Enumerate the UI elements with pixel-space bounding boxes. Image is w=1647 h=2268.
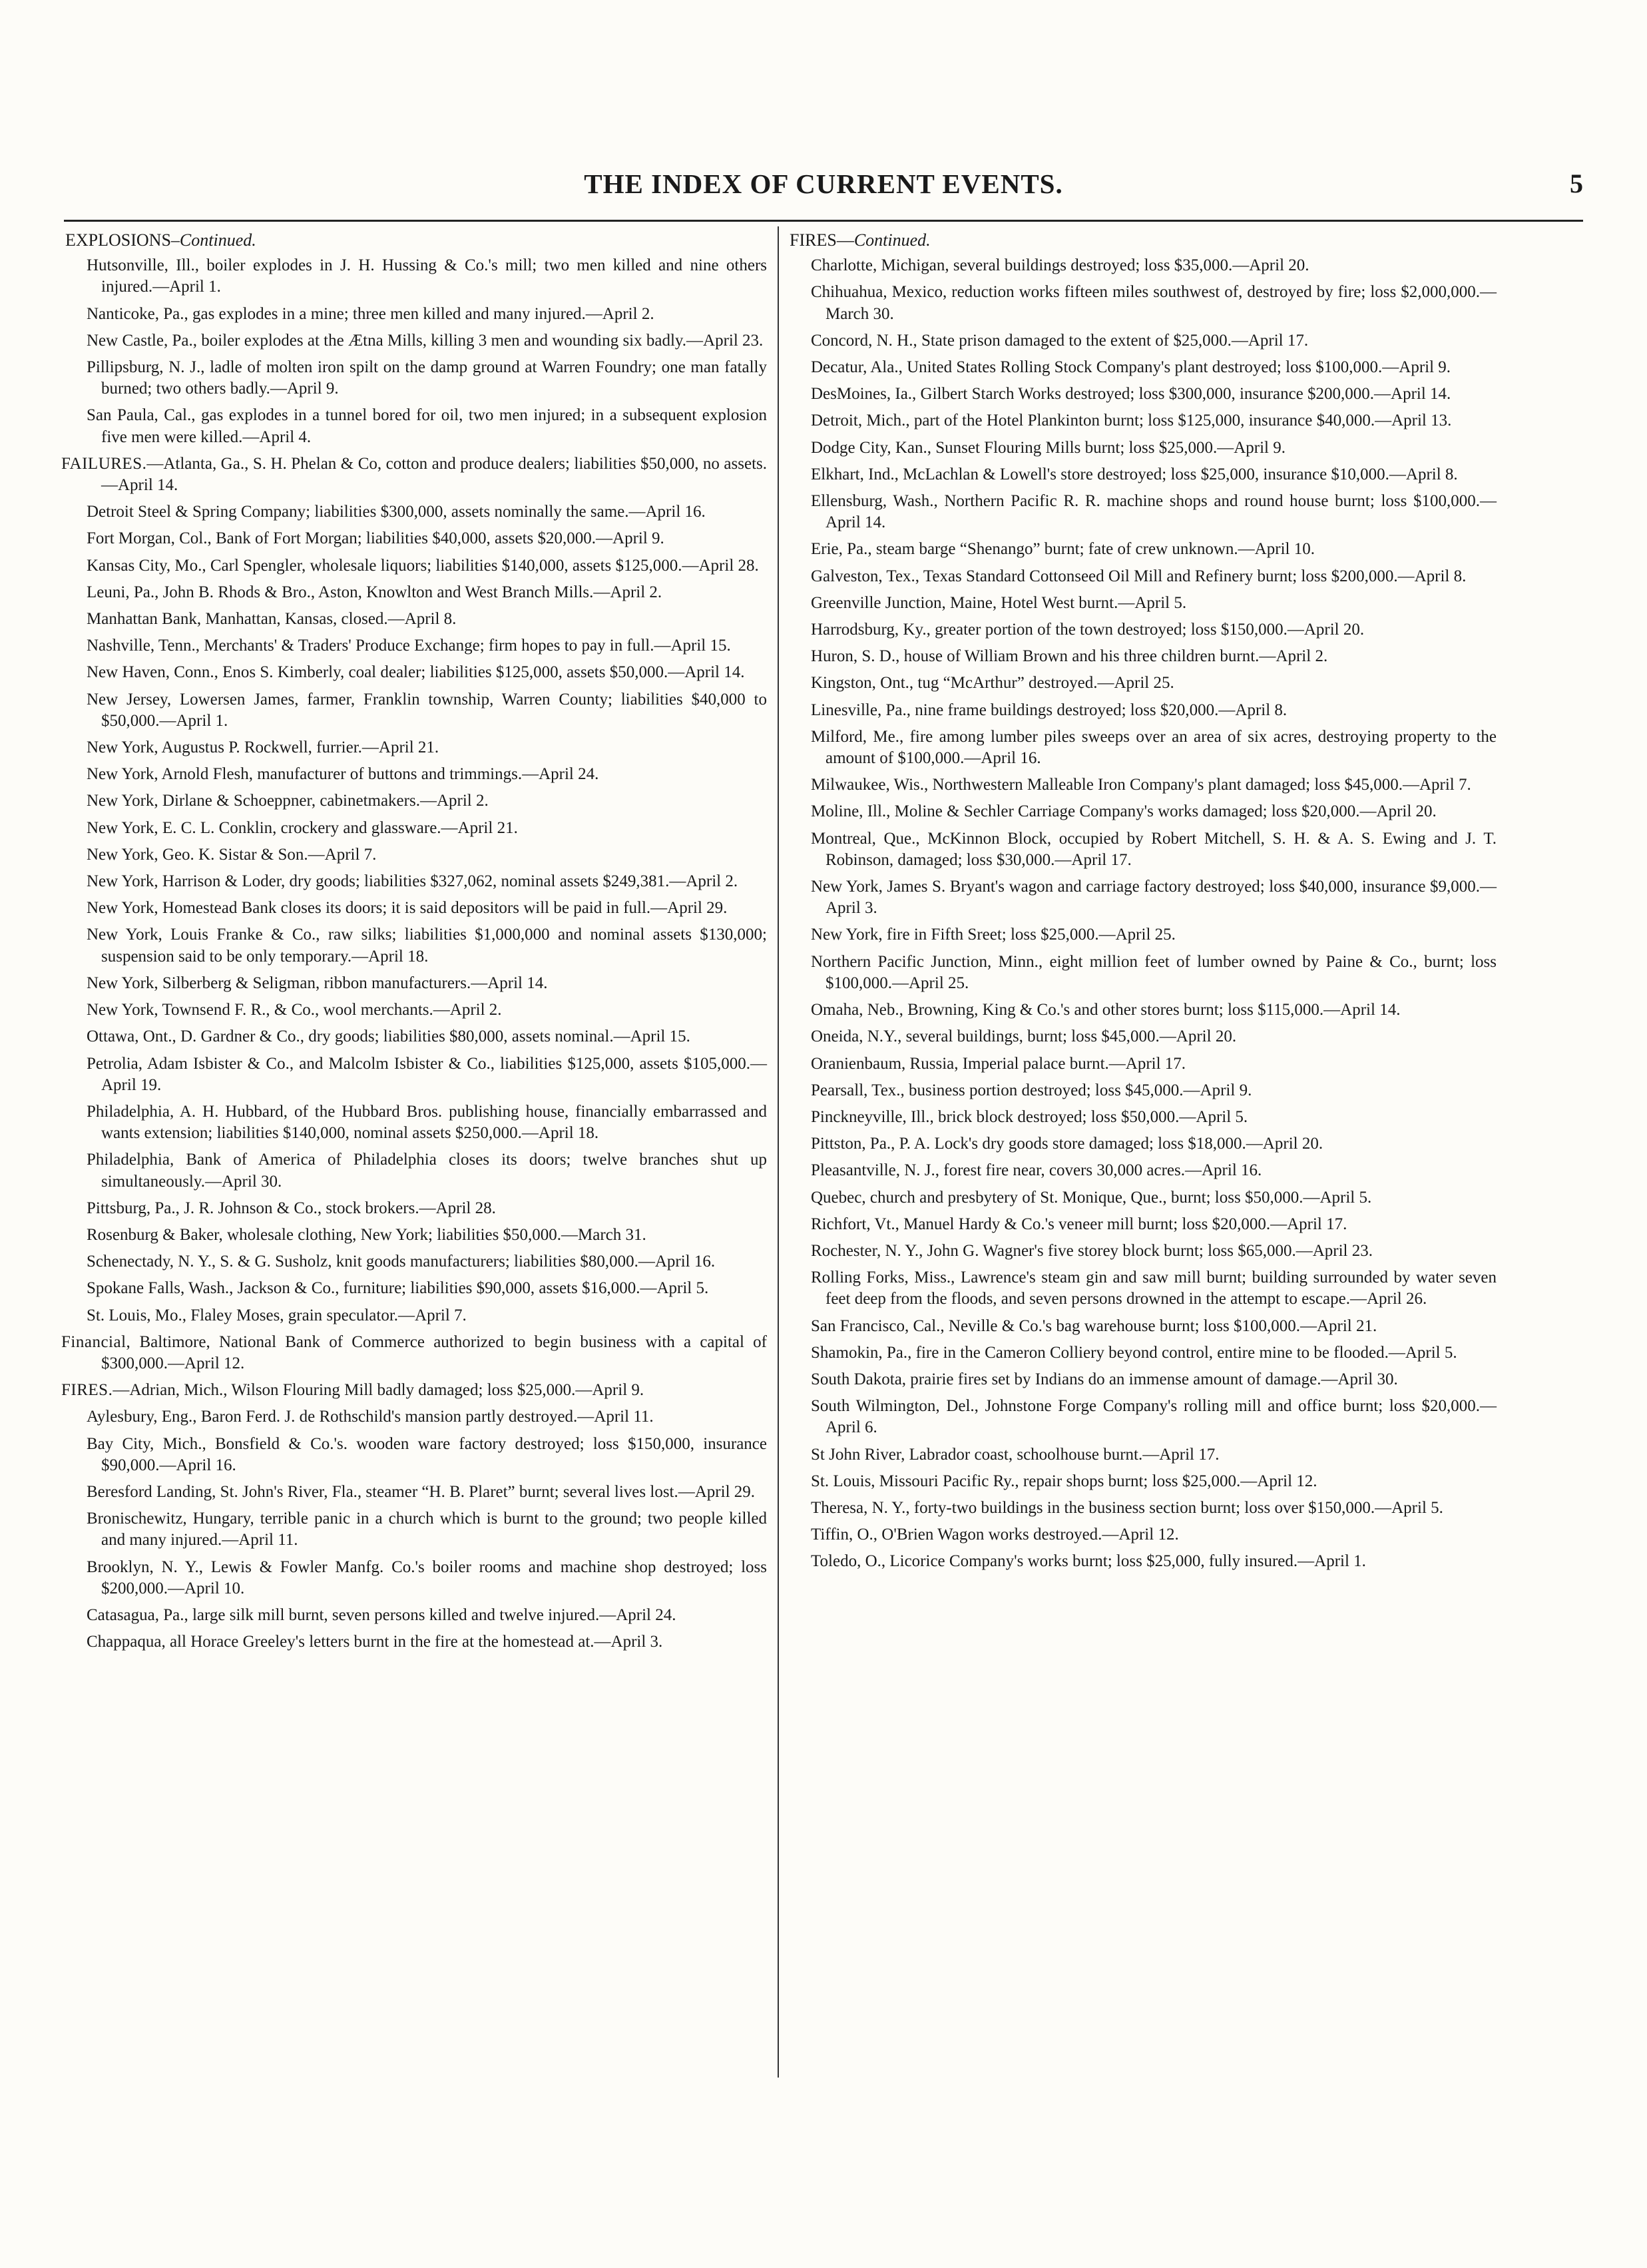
index-entry: Catasagua, Pa., large silk mill burnt, seven persons killed and twelve injured.—April 24. (87, 1605, 676, 1624)
category-heading: FIRES. (61, 1381, 113, 1400)
right-column (786, 230, 1497, 1578)
index-entry: Theresa, N. Y., forty-two buildings in the business section burnt; loss over $150,000.—April 5. (811, 1498, 1443, 1517)
category-entry (61, 1332, 767, 1374)
index-entry: New York, James S. Bryant's wagon and carriage factory destroyed; loss $40,000, insurance $9,000.—April 3. (811, 878, 1497, 918)
index-entry: Montreal, Que., McKinnon Block, occupied by Robert Mitchell, S. H. & A. S. Ewing and J. T. Robinson, damaged; loss $30,000.—April 17. (811, 829, 1497, 869)
index-entry: New Jersey, Lowersen James, farmer, Franklin township, Warren County; liabilities $40,000 to $50,000.—April 1. (87, 690, 767, 730)
index-entry: Beresford Landing, St. John's River, Fla., steamer “H. B. Plaret” burnt; several lives lost.—April 29. (87, 1482, 756, 1501)
index-entry: Omaha, Neb., Browning, King & Co.'s and other stores burnt; loss $115,000.—April 14. (811, 1001, 1401, 1019)
index-entry: Decatur, Ala., United States Rolling Stock Company's plant destroyed; loss $100,000.—April 9. (811, 358, 1451, 377)
index-entry: New York, Townsend F. R., & Co., wool merchants.—April 2. (87, 1001, 502, 1019)
index-entry: New York, E. C. L. Conklin, crockery and glassware.—April 21. (87, 818, 518, 837)
entry-text: —Adrian, Mich., Wilson Flouring Mill badly damaged; loss $25,000.—April 9. (113, 1381, 644, 1400)
index-entry: Aylesbury, Eng., Baron Ferd. J. de Rothschild's mansion partly destroyed.—April 11. (87, 1408, 654, 1426)
index-entry: Huron, S. D., house of William Brown and his three children burnt.—April 2. (811, 647, 1328, 666)
index-entry: Spokane Falls, Wash., Jackson & Co., furniture; liabilities $90,000, assets $16,000.—April 5. (87, 1279, 709, 1298)
index-entry: South Wilmington, Del., Johnstone Forge Company's rolling mill and office burnt; loss $20,000.—April 6. (811, 1397, 1497, 1437)
continued-category: FIRES (790, 230, 837, 250)
index-entry: New Castle, Pa., boiler explodes at the Ætna Mills, killing 3 men and wounding six badly.—April 23. (87, 331, 764, 350)
index-entry: Pleasantville, N. J., forest fire near, covers 30,000 acres.—April 16. (811, 1161, 1262, 1180)
index-entry: Pillipsburg, N. J., ladle of molten iron spilt on the damp ground at Warren Foundry; one man fatally burned; two others badly.—April 9. (87, 358, 767, 398)
index-entry: South Dakota, prairie fires set by Indians do an immense amount of damage.—April 30. (811, 1370, 1398, 1388)
index-entry: Oneida, N.Y., several buildings, burnt; loss $45,000.—April 20. (811, 1027, 1237, 1046)
index-entry: Dodge City, Kan., Sunset Flouring Mills burnt; loss $25,000.—April 9. (811, 438, 1286, 457)
index-entry: Petrolia, Adam Isbister & Co., and Malcolm Isbister & Co., liabilities $125,000, assets $105,000.—April 19. (87, 1054, 767, 1094)
continued-note: Continued. (179, 230, 256, 250)
header-rule (64, 220, 1583, 222)
index-entry: Oranienbaum, Russia, Imperial palace burnt.—April 17. (811, 1054, 1186, 1073)
category-heading: Financial, (61, 1332, 131, 1351)
index-entry: Brooklyn, N. Y., Lewis & Fowler Manfg. Co.'s boiler rooms and machine shop destroyed; loss $200,000.—April 10. (87, 1558, 767, 1597)
index-entry: Leuni, Pa., John B. Rhods & Bro., Aston, Knowlton and West Branch Mills.—April 2. (87, 583, 662, 601)
category-entry (61, 1380, 767, 1401)
index-entry: Detroit, Mich., part of the Hotel Plankinton burnt; loss $125,000, insurance $40,000.—April 13. (811, 412, 1452, 430)
index-entry: Ottawa, Ont., D. Gardner & Co., dry goods; liabilities $80,000, assets nominal.—April 15. (87, 1027, 690, 1046)
category-entry (61, 453, 767, 496)
index-entry: Rolling Forks, Miss., Lawrence's steam gin and saw mill burnt; building surrounded by water seven feet deep from the floods, and seven persons drowned in the attempt to escape.—April 26. (811, 1269, 1497, 1308)
index-entry: Charlotte, Michigan, several buildings destroyed; loss $35,000.—April 20. (811, 256, 1309, 275)
index-entry: New Haven, Conn., Enos S. Kimberly, coal dealer; liabilities $125,000, assets $50,000.—April 14. (87, 663, 745, 682)
index-entry: Pittston, Pa., P. A. Lock's dry goods store damaged; loss $18,000.—April 20. (811, 1135, 1323, 1153)
index-entry: St. Louis, Mo., Flaley Moses, grain speculator.—April 7. (87, 1306, 467, 1324)
index-entry: New York, Geo. K. Sistar & Son.—April 7. (87, 845, 377, 864)
index-entry: Richfort, Vt., Manuel Hardy & Co.'s veneer mill burnt; loss $20,000.—April 17. (811, 1215, 1347, 1233)
index-entry: Moline, Ill., Moline & Sechler Carriage Company's works damaged; loss $20,000.—April 20. (811, 802, 1437, 821)
index-entry: DesMoines, Ia., Gilbert Starch Works destroyed; loss $300,000, insurance $200,000.—April 14. (811, 385, 1451, 404)
index-entry: Milwaukee, Wis., Northwestern Malleable Iron Company's plant damaged; loss $45,000.—April 7. (811, 776, 1471, 794)
index-entry: Northern Pacific Junction, Minn., eight million feet of lumber owned by Paine & Co., burnt; loss $100,000.—April 25. (811, 952, 1497, 992)
index-entry: Nashville, Tenn., Merchants' & Traders' Produce Exchange; firm hopes to pay in full.—April 15. (87, 637, 731, 655)
page-title: THE INDEX OF CURRENT EVENTS. (584, 168, 1063, 199)
continued-heading: FIRES—Continued. (790, 230, 931, 250)
index-entry: Kingston, Ont., tug “McArthur” destroyed.—April 25. (811, 674, 1174, 693)
index-entry: Quebec, church and presbytery of St. Monique, Que., burnt; loss $50,000.—April 5. (811, 1188, 1372, 1207)
index-entry: Rosenburg & Baker, wholesale clothing, New York; liabilities $50,000.—March 31. (87, 1225, 646, 1244)
index-entry: Shamokin, Pa., fire in the Cameron Colliery beyond control, entire mine to be flooded.—April 5. (811, 1343, 1457, 1362)
index-entry: Harrodsburg, Ky., greater portion of the town destroyed; loss $150,000.—April 20. (811, 621, 1365, 639)
index-entry: New York, Augustus P. Rockwell, furrier.—April 21. (87, 738, 439, 757)
index-entry: Hutsonville, Ill., boiler explodes in J. H. Hussing & Co.'s mill; two men killed and nine others injured.—April 1. (87, 256, 767, 296)
page-number: 5 (1570, 168, 1583, 198)
index-entry: New York, Silberberg & Seligman, ribbon manufacturers.—April 14. (87, 974, 548, 992)
index-entry: New York, Louis Franke & Co., raw silks; liabilities $1,000,000 and nominal assets $130,000; suspension said to be only temporary.—April 18. (87, 926, 767, 966)
index-entry: Bay City, Mich., Bonsfield & Co.'s. wooden ware factory destroyed; loss $150,000, insurance $90,000.—April 16. (87, 1434, 767, 1474)
index-entry: Pittsburg, Pa., J. R. Johnson & Co., stock brokers.—April 28. (87, 1199, 496, 1217)
left-column (61, 230, 767, 1658)
index-entry: Chappaqua, all Horace Greeley's letters burnt in the fire at the homestead at.—April 3. (87, 1633, 663, 1651)
continued-note: Continued. (853, 230, 931, 250)
index-entry: New York, Dirlane & Schoeppner, cabinetmakers.—April 2. (87, 792, 489, 810)
index-entry: Fort Morgan, Col., Bank of Fort Morgan; liabilities $40,000, assets $20,000.—April 9. (87, 529, 664, 548)
explosions-list (61, 255, 767, 448)
index-entry: Toledo, O., Licorice Company's works burnt; loss $25,000, fully insured.—April 1. (811, 1552, 1366, 1571)
index-entry: New York, Homestead Bank closes its doors; it is said depositors will be paid in full.—April 29. (87, 899, 728, 918)
index-entry: Pearsall, Tex., business portion destroyed; loss $45,000.—April 9. (811, 1081, 1252, 1099)
fires-list (61, 1406, 767, 1653)
index-entry: Detroit Steel & Spring Company; liabilities $300,000, assets nominally the same.—April 16. (87, 503, 706, 521)
index-entry: Philadelphia, A. H. Hubbard, of the Hubbard Bros. publishing house, financially embarrassed and wants extension; liabilities $140,000, nominal assets $250,000.—April 18. (87, 1102, 767, 1143)
index-entry: Nanticoke, Pa., gas explodes in a mine; three men killed and many injured.—April 2. (87, 304, 654, 323)
index-entry: Philadelphia, Bank of America of Philadelphia closes its doors; twelve branches shut up simultaneously.—April 30. (87, 1151, 767, 1191)
index-entry: Manhattan Bank, Manhattan, Kansas, closed.—April 8. (87, 610, 457, 629)
failures-list (61, 501, 767, 1326)
index-entry: San Paula, Cal., gas explodes in a tunnel bored for oil, two men injured; in a subsequent explosion five men were killed.—April 4. (87, 406, 767, 446)
index-entry: New York, fire in Fifth Sreet; loss $25,000.—April 25. (811, 926, 1176, 944)
index-entry: Kansas City, Mo., Carl Spengler, wholesale liquors; liabilities $140,000, assets $125,000.—April 28. (87, 556, 759, 575)
index-entry: Concord, N. H., State prison damaged to the extent of $25,000.—April 17. (811, 331, 1309, 350)
index-entry: St John River, Labrador coast, schoolhouse burnt.—April 17. (811, 1445, 1220, 1464)
fires-list (786, 255, 1497, 1572)
index-entry: Elkhart, Ind., McLachlan & Lowell's store destroyed; loss $25,000, insurance $10,000.—April 8. (811, 465, 1458, 483)
index-entry: Erie, Pa., steam barge “Shenango” burnt; fate of crew unknown.—April 10. (811, 540, 1315, 559)
index-entry: New York, Harrison & Loder, dry goods; liabilities $327,062, nominal assets $249,381.—April 2. (87, 872, 738, 891)
entry-text: —Atlanta, Ga., S. H. Phelan & Co, cotton and produce dealers; liabilities $50,000, no assets.—April 14. (101, 454, 767, 495)
index-entry: Ellensburg, Wash., Northern Pacific R. R. machine shops and round house burnt; loss $100,000.—April 14. (811, 492, 1497, 532)
index-entry: Rochester, N. Y., John G. Wagner's five storey block burnt; loss $65,000.—April 23. (811, 1241, 1373, 1260)
index-entry: Pinckneyville, Ill., brick block destroyed; loss $50,000.—April 5. (811, 1107, 1248, 1126)
index-entry: San Francisco, Cal., Neville & Co.'s bag warehouse burnt; loss $100,000.—April 21. (811, 1316, 1377, 1335)
continued-heading: EXPLOSIONS–Continued. (65, 230, 256, 250)
category-heading: FAILURES. (61, 454, 147, 473)
index-entry: New York, Arnold Flesh, manufacturer of buttons and trimmings.—April 24. (87, 765, 599, 784)
index-entry: Schenectady, N. Y., S. & G. Susholz, knit goods manufacturers; liabilities $80,000.—April 16. (87, 1253, 716, 1271)
index-entry: Chihuahua, Mexico, reduction works fifteen miles southwest of, destroyed by fire; loss $2,000,000.—March 30. (811, 283, 1497, 323)
index-entry: St. Louis, Missouri Pacific Ry., repair shops burnt; loss $25,000.—April 12. (811, 1472, 1317, 1490)
index-entry: Bronischewitz, Hungary, terrible panic in a church which is burnt to the ground; two people killed and many injured.—April 11. (87, 1510, 767, 1550)
column-divider (778, 226, 779, 2078)
entry-text: Baltimore, National Bank of Commerce authorized to begin business with a capital of $300,000.—April 12. (101, 1332, 767, 1372)
index-entry: Milford, Me., fire among lumber piles sweeps over an area of six acres, destroying property to the amount of $100,000.—April 16. (811, 727, 1497, 768)
index-entry: Linesville, Pa., nine frame buildings destroyed; loss $20,000.—April 8. (811, 701, 1288, 719)
continued-category: EXPLOSIONS (65, 230, 171, 250)
index-entry: Galveston, Tex., Texas Standard Cottonseed Oil Mill and Refinery burnt; loss $200,000.—April 8. (811, 567, 1467, 585)
page-header (64, 168, 1583, 208)
index-entry: Greenville Junction, Maine, Hotel West burnt.—April 5. (811, 593, 1187, 612)
index-entry: Tiffin, O., O'Brien Wagon works destroyed.—April 12. (811, 1526, 1179, 1544)
